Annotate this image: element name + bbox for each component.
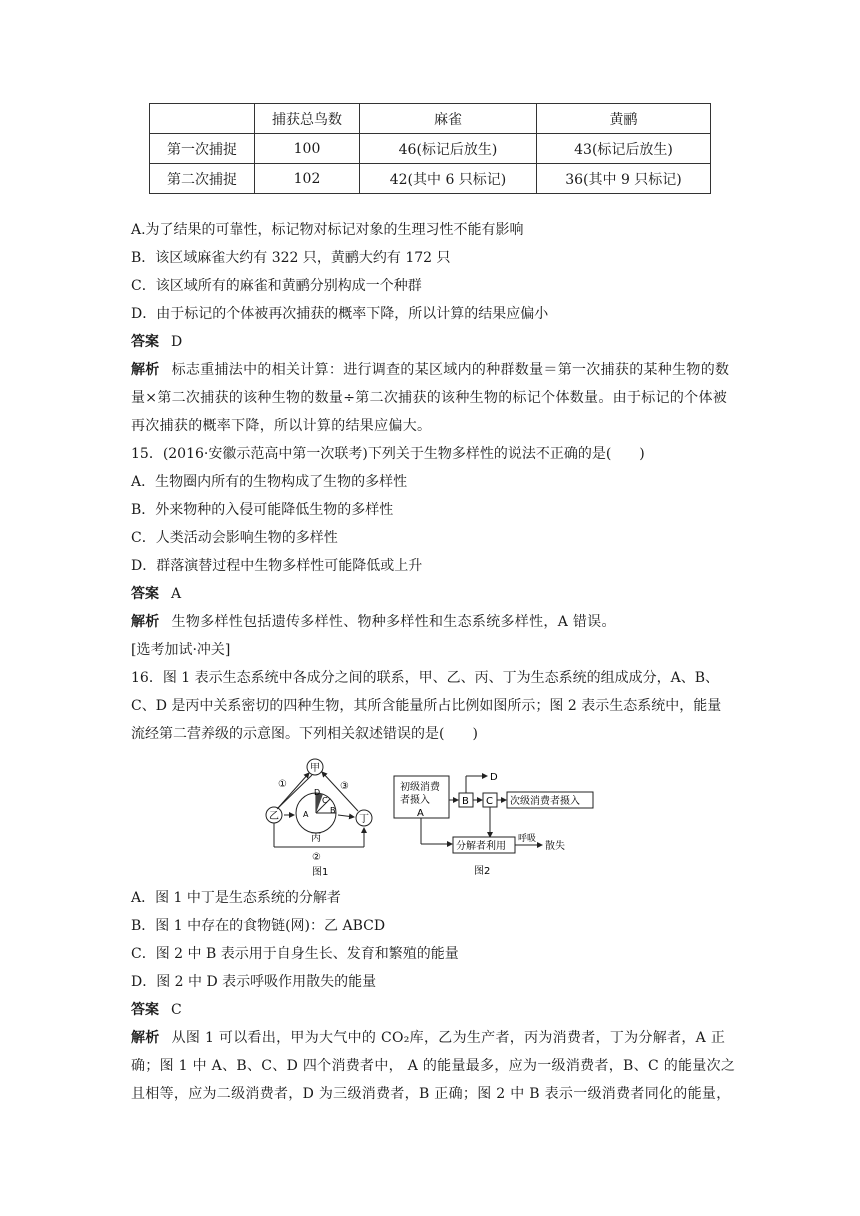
next-level-label: 次级消费者摄入 bbox=[510, 796, 580, 807]
q14-answer bbox=[131, 332, 182, 352]
loss-label: 散失 bbox=[545, 841, 565, 852]
pie-label-a: A bbox=[303, 810, 309, 819]
table-cell: 42(其中 6 只标记) bbox=[360, 164, 537, 194]
q15-option-c: C．人类活动会影响生物的多样性 bbox=[131, 530, 338, 546]
analysis-text: 标志重捕法中的相关计算：进行调查的某区域内的种群数量＝第一次捕获的某种生物的数 bbox=[171, 362, 730, 378]
figure-2-energy-flow-diagram bbox=[392, 762, 602, 880]
figure-1-ecosystem-diagram bbox=[260, 755, 390, 880]
analysis-label: 解析 bbox=[131, 614, 160, 630]
intake-label-line2: 者摄入 bbox=[400, 795, 430, 806]
table-header-row bbox=[150, 104, 711, 134]
pie-label-d: D bbox=[314, 788, 321, 797]
analysis-text: 从图 1 可以看出，甲为大气中的 CO₂库，乙为生产者，丙为消费者，丁为分解者，A 正 bbox=[171, 1030, 726, 1046]
table-cell: 36(其中 9 只标记) bbox=[537, 164, 711, 194]
table-header-cell: 麻雀 bbox=[360, 104, 537, 134]
q16-option-a: A．图 1 中丁是生态系统的分解者 bbox=[131, 890, 341, 906]
q14-analysis bbox=[131, 360, 729, 380]
table-row bbox=[150, 134, 711, 164]
q15-stem: 15．(2016·安徽示范高中第一次联考)下列关于生物多样性的说法不正确的是( ) bbox=[131, 446, 645, 462]
figure-1-caption: 图1 bbox=[312, 867, 329, 878]
q14-option-b: B．该区域麻雀大约有 322 只，黄鹂大约有 172 只 bbox=[131, 250, 451, 266]
table-header-cell bbox=[150, 104, 255, 134]
node-yi-label: 乙 bbox=[269, 811, 279, 822]
arrow-label-2: ② bbox=[312, 852, 321, 863]
intake-label-line1: 初级消费 bbox=[400, 782, 440, 793]
q14-option-c: C．该区域所有的麻雀和黄鹂分别构成一个种群 bbox=[131, 278, 422, 294]
q16-option-b: B．图 1 中存在的食物链(网)：乙 ABCD bbox=[131, 918, 386, 934]
node-c-label: C bbox=[486, 796, 493, 807]
respiration-label: 呼吸 bbox=[518, 834, 537, 844]
q16-analysis-line: 确；图 1 中 A、B、C、D 四个消费者中， A 的能量最多，应为一级消费者，B、C 的能量次之 bbox=[131, 1058, 736, 1074]
q15-analysis bbox=[131, 612, 616, 632]
answer-value: D bbox=[171, 334, 183, 350]
q16-answer bbox=[131, 1000, 182, 1020]
q16-option-d: D．图 2 中 D 表示呼吸作用散失的能量 bbox=[131, 974, 377, 990]
table-cell: 第一次捕捉 bbox=[150, 134, 255, 164]
bird-capture-table bbox=[149, 103, 711, 194]
answer-value: A bbox=[171, 586, 182, 602]
table-cell: 46(标记后放生) bbox=[360, 134, 537, 164]
answer-label: 答案 bbox=[131, 586, 159, 602]
arrow-label-3: ③ bbox=[340, 781, 349, 792]
q14-option-a: A.为了结果的可靠性，标记物对标记对象的生理习性不能有影响 bbox=[131, 222, 524, 238]
table-row bbox=[150, 164, 711, 194]
node-ding-label: 丁 bbox=[359, 814, 369, 825]
answer-label: 答案 bbox=[131, 1002, 159, 1018]
table-cell: 100 bbox=[255, 134, 360, 164]
q15-option-b: B．外来物种的入侵可能降低生物的多样性 bbox=[131, 502, 394, 518]
table-header-cell: 黄鹂 bbox=[537, 104, 711, 134]
q16-stem-line: C、D 是丙中关系密切的四种生物，其所含能量所占比例如图所示；图 2 表示生态系统中，能量 bbox=[131, 698, 722, 714]
decomposer-label: 分解者利用 bbox=[456, 841, 506, 852]
arrow-label-1: ① bbox=[278, 779, 287, 790]
section-heading: [选考加试·冲关] bbox=[131, 642, 231, 658]
q15-option-a: A．生物圈内所有的生物构成了生物的多样性 bbox=[131, 474, 408, 490]
pie-label-c: C bbox=[322, 796, 328, 805]
node-d-label: D bbox=[490, 772, 498, 783]
q16-stem-line: 16．图 1 表示生态系统中各成分之间的联系，甲、乙、丙、丁为生态系统的组成成分，A、B、 bbox=[131, 670, 720, 686]
pie-label-b: B bbox=[330, 806, 336, 815]
q14-analysis-line: 量×第二次捕获的该种生物的数量÷第二次捕获的该种生物的标记个体数量。由于标记的个体被 bbox=[131, 390, 728, 406]
table-cell: 102 bbox=[255, 164, 360, 194]
q14-analysis-line: 再次捕获的概率下降，所以计算的结果应偏大。 bbox=[131, 418, 432, 434]
table-cell: 第二次捕捉 bbox=[150, 164, 255, 194]
analysis-label: 解析 bbox=[131, 362, 160, 378]
node-jia-label: 甲 bbox=[310, 763, 320, 774]
table-header-cell: 捕获总鸟数 bbox=[255, 104, 360, 134]
q15-option-d: D．群落演替过程中生物多样性可能降低或上升 bbox=[131, 558, 423, 574]
table-cell: 43(标记后放生) bbox=[537, 134, 711, 164]
q16-analysis bbox=[131, 1028, 725, 1048]
q14-option-d: D．由于标记的个体被再次捕获的概率下降，所以计算的结果应偏小 bbox=[131, 306, 549, 322]
pie-caption-bing: 丙 bbox=[311, 833, 321, 844]
q15-answer bbox=[131, 584, 181, 604]
q16-analysis-line: 且相等，应为二级消费者，D 为三级消费者，B 正确；图 2 中 B 表示一级消费者同化的能量， bbox=[131, 1086, 731, 1102]
q16-option-c: C．图 2 中 B 表示用于自身生长、发育和繁殖的能量 bbox=[131, 946, 459, 962]
analysis-text: 生物多样性包括遗传多样性、物种多样性和生态系统多样性，A 错误。 bbox=[171, 614, 616, 630]
answer-value: C bbox=[171, 1002, 182, 1018]
q16-stem-line: 流经第二营养级的示意图。下列相关叙述错误的是( ) bbox=[131, 726, 478, 742]
node-a-label: A bbox=[417, 808, 424, 819]
figure-2-caption: 图2 bbox=[474, 866, 491, 877]
analysis-label: 解析 bbox=[131, 1030, 160, 1046]
node-b-label: B bbox=[462, 796, 469, 807]
answer-label: 答案 bbox=[131, 334, 159, 350]
